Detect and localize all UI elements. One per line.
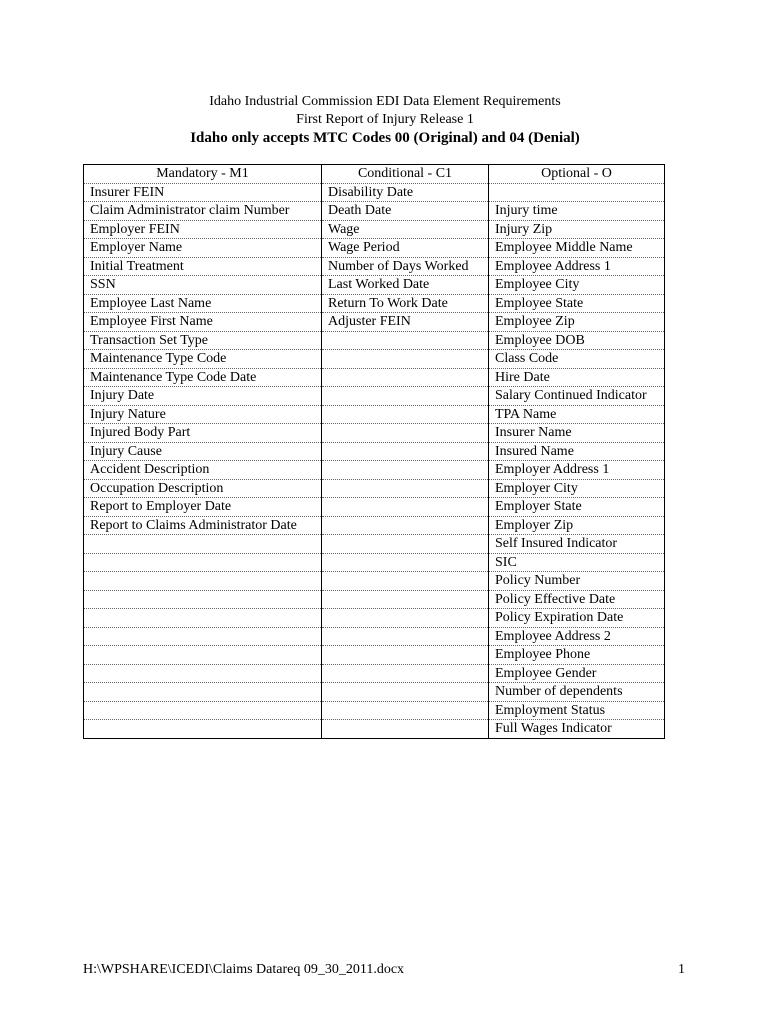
conditional-cell: Return To Work Date — [322, 294, 489, 313]
column-header-optional: Optional - O — [489, 165, 665, 184]
mandatory-cell — [84, 646, 322, 665]
page-number: 1 — [678, 962, 685, 977]
optional-cell: Policy Effective Date — [489, 590, 665, 609]
optional-cell: Insurer Name — [489, 424, 665, 443]
optional-cell: Hire Date — [489, 368, 665, 387]
table-row — [84, 590, 665, 609]
optional-cell: Employer City — [489, 479, 665, 498]
mandatory-cell: Employee First Name — [84, 313, 322, 332]
conditional-cell — [322, 553, 489, 572]
conditional-cell — [322, 664, 489, 683]
optional-cell: Policy Expiration Date — [489, 609, 665, 628]
conditional-cell — [322, 387, 489, 406]
mandatory-cell: Injured Body Part — [84, 424, 322, 443]
optional-cell: Injury time — [489, 202, 665, 221]
mandatory-cell: SSN — [84, 276, 322, 295]
conditional-cell — [322, 479, 489, 498]
mandatory-cell — [84, 609, 322, 628]
optional-cell: Employee State — [489, 294, 665, 313]
mandatory-cell — [84, 627, 322, 646]
table-row — [84, 294, 665, 313]
mandatory-cell: Claim Administrator claim Number — [84, 202, 322, 221]
table-row — [84, 609, 665, 628]
mandatory-cell: Injury Nature — [84, 405, 322, 424]
table-row — [84, 183, 665, 202]
table-row — [84, 202, 665, 221]
conditional-cell — [322, 461, 489, 480]
table-header-row — [84, 165, 665, 184]
conditional-cell — [322, 701, 489, 720]
table-row — [84, 257, 665, 276]
conditional-cell — [322, 405, 489, 424]
optional-cell: Employee Phone — [489, 646, 665, 665]
mandatory-cell — [84, 572, 322, 591]
table-body — [84, 183, 665, 738]
optional-cell: Employer Zip — [489, 516, 665, 535]
conditional-cell: Death Date — [322, 202, 489, 221]
conditional-cell — [322, 572, 489, 591]
conditional-cell — [322, 331, 489, 350]
table-row — [84, 239, 665, 258]
mandatory-cell — [84, 720, 322, 739]
table-row — [84, 461, 665, 480]
optional-cell: TPA Name — [489, 405, 665, 424]
mandatory-cell — [84, 664, 322, 683]
conditional-cell: Number of Days Worked — [322, 257, 489, 276]
mandatory-cell: Maintenance Type Code Date — [84, 368, 322, 387]
mandatory-cell: Occupation Description — [84, 479, 322, 498]
mandatory-cell: Employer FEIN — [84, 220, 322, 239]
mtc-codes-notice: Idaho only accepts MTC Codes 00 (Original) and 04 (Denial) — [190, 130, 580, 146]
footer-file-path: H:\WPSHARE\ICEDI\Claims Datareq 09_30_2011.docx — [83, 962, 405, 977]
table-row — [84, 479, 665, 498]
optional-cell: Class Code — [489, 350, 665, 369]
conditional-cell — [322, 590, 489, 609]
conditional-cell — [322, 350, 489, 369]
conditional-cell — [322, 646, 489, 665]
optional-cell: Employment Status — [489, 701, 665, 720]
mandatory-cell — [84, 683, 322, 702]
optional-cell: Employer Address 1 — [489, 461, 665, 480]
table-row — [84, 387, 665, 406]
mandatory-cell: Transaction Set Type — [84, 331, 322, 350]
table-row — [84, 683, 665, 702]
conditional-cell: Disability Date — [322, 183, 489, 202]
table-row — [84, 350, 665, 369]
optional-cell: Salary Continued Indicator — [489, 387, 665, 406]
optional-cell: Injury Zip — [489, 220, 665, 239]
optional-cell: Self Insured Indicator — [489, 535, 665, 554]
mandatory-cell: Insurer FEIN — [84, 183, 322, 202]
optional-cell: Employee City — [489, 276, 665, 295]
conditional-cell — [322, 424, 489, 443]
table-row — [84, 535, 665, 554]
conditional-cell — [322, 720, 489, 739]
table-row — [84, 646, 665, 665]
conditional-cell — [322, 442, 489, 461]
conditional-cell: Adjuster FEIN — [322, 313, 489, 332]
mandatory-cell: Maintenance Type Code — [84, 350, 322, 369]
optional-cell: Full Wages Indicator — [489, 720, 665, 739]
mandatory-cell — [84, 535, 322, 554]
mandatory-cell: Accident Description — [84, 461, 322, 480]
table-row — [84, 664, 665, 683]
conditional-cell: Wage — [322, 220, 489, 239]
table-row — [84, 368, 665, 387]
mandatory-cell: Employer Name — [84, 239, 322, 258]
optional-cell: Insured Name — [489, 442, 665, 461]
mandatory-cell: Report to Claims Administrator Date — [84, 516, 322, 535]
mandatory-cell — [84, 553, 322, 572]
conditional-cell — [322, 498, 489, 517]
table-row — [84, 405, 665, 424]
conditional-cell — [322, 683, 489, 702]
mandatory-cell: Employee Last Name — [84, 294, 322, 313]
optional-cell: SIC — [489, 553, 665, 572]
mandatory-cell: Report to Employer Date — [84, 498, 322, 517]
column-header-mandatory: Mandatory - M1 — [84, 165, 322, 184]
mandatory-cell: Initial Treatment — [84, 257, 322, 276]
optional-cell: Employee Address 2 — [489, 627, 665, 646]
table-row — [84, 276, 665, 295]
table-row — [84, 442, 665, 461]
optional-cell: Employee Middle Name — [489, 239, 665, 258]
optional-cell: Employee Zip — [489, 313, 665, 332]
table-row — [84, 627, 665, 646]
table-row — [84, 572, 665, 591]
mandatory-cell: Injury Cause — [84, 442, 322, 461]
optional-cell: Employer State — [489, 498, 665, 517]
optional-cell: Policy Number — [489, 572, 665, 591]
mandatory-cell: Injury Date — [84, 387, 322, 406]
table-row — [84, 498, 665, 517]
table-row — [84, 516, 665, 535]
table-row — [84, 720, 665, 739]
optional-cell: Employee DOB — [489, 331, 665, 350]
document-subtitle: First Report of Injury Release 1 — [296, 112, 474, 127]
data-element-requirements-table — [83, 164, 665, 739]
table-row — [84, 331, 665, 350]
table-row — [84, 313, 665, 332]
mandatory-cell — [84, 590, 322, 609]
conditional-cell — [322, 516, 489, 535]
conditional-cell — [322, 368, 489, 387]
table-row — [84, 701, 665, 720]
conditional-cell — [322, 627, 489, 646]
conditional-cell: Last Worked Date — [322, 276, 489, 295]
optional-cell: Employee Gender — [489, 664, 665, 683]
mandatory-cell — [84, 701, 322, 720]
table-row — [84, 424, 665, 443]
table-row — [84, 220, 665, 239]
conditional-cell — [322, 609, 489, 628]
column-header-conditional: Conditional - C1 — [322, 165, 489, 184]
optional-cell: Employee Address 1 — [489, 257, 665, 276]
conditional-cell — [322, 535, 489, 554]
table-row — [84, 553, 665, 572]
conditional-cell: Wage Period — [322, 239, 489, 258]
document-title: Idaho Industrial Commission EDI Data Element Requirements — [209, 94, 561, 109]
optional-cell — [489, 183, 665, 202]
optional-cell: Number of dependents — [489, 683, 665, 702]
